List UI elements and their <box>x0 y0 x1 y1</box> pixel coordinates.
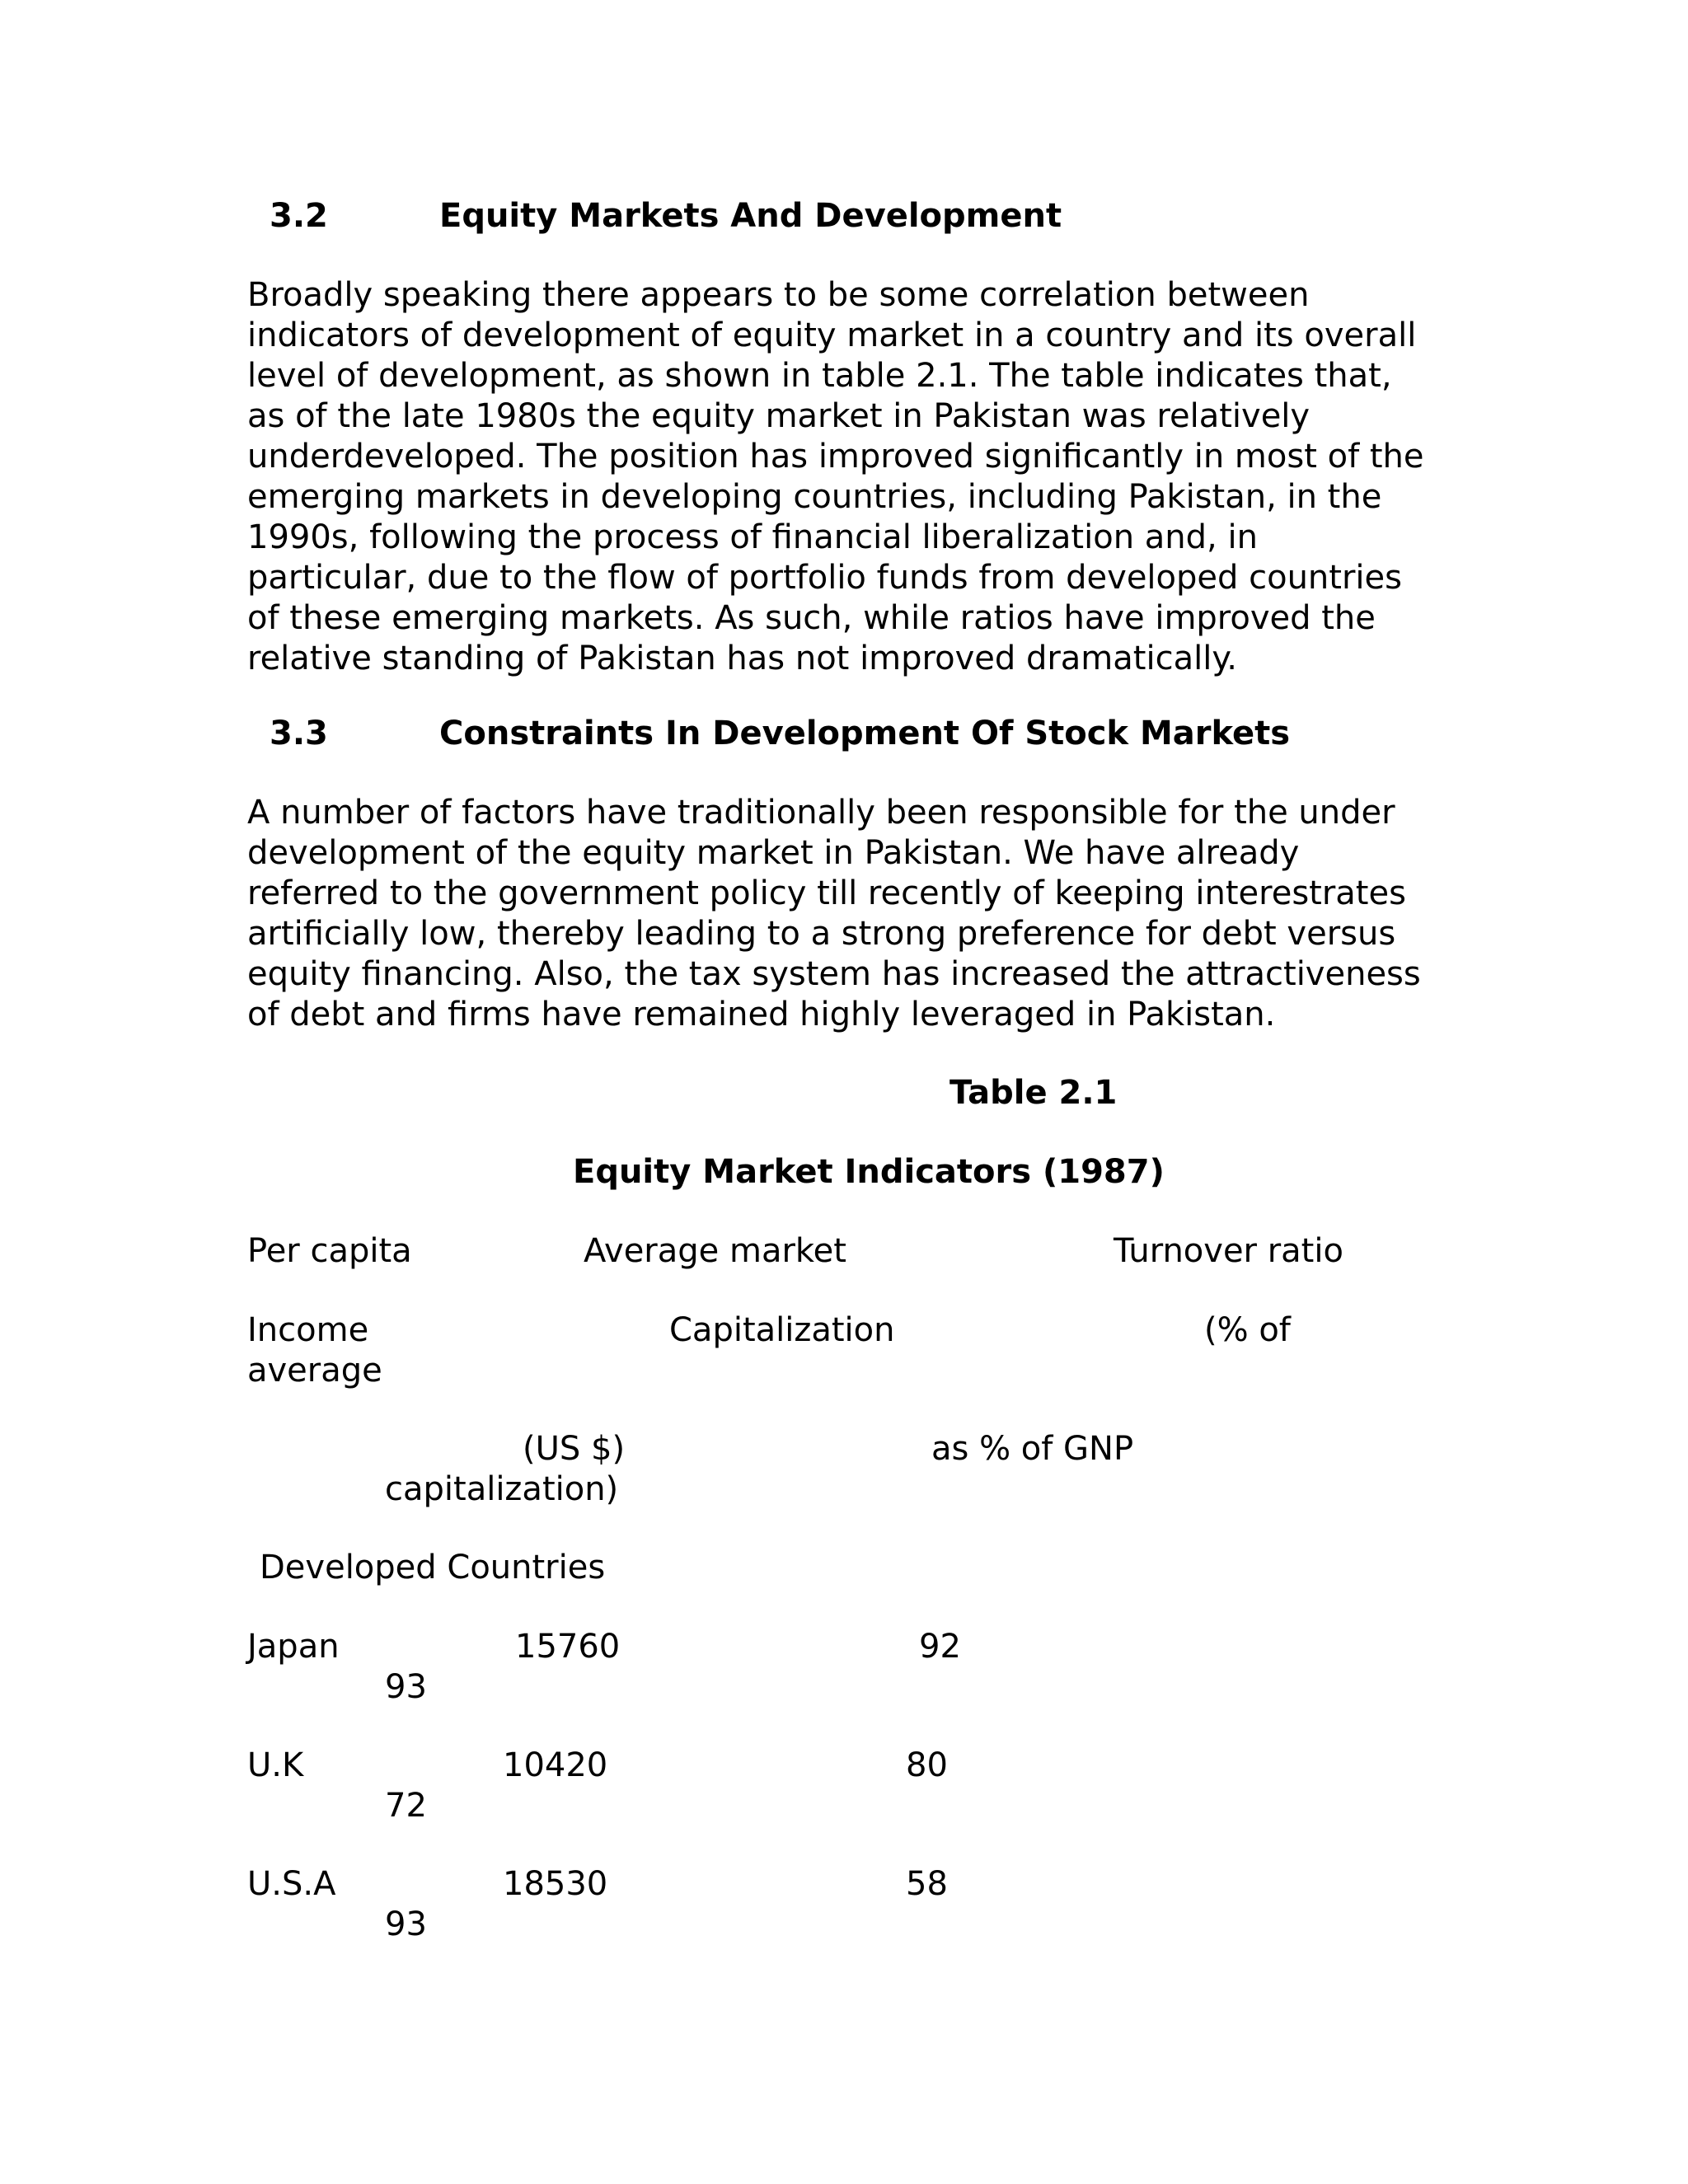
row-country: Japan <box>247 1628 340 1666</box>
group-label: Developed Countries <box>260 1549 606 1586</box>
header-per-capita: Per capita <box>247 1232 412 1270</box>
section-title: Equity Markets And Development <box>439 197 1062 235</box>
paragraph-line: A number of factors have traditionally been responsible for the under <box>247 794 1395 832</box>
header-percent-gnp: as % of GNP <box>931 1430 1134 1468</box>
row-income: 18530 <box>503 1865 608 1903</box>
row-income: 15760 <box>515 1628 621 1666</box>
paragraph-line: referred to the government policy till recently of keeping interestrates <box>247 874 1406 912</box>
header-capitalization: Capitalization <box>669 1311 895 1349</box>
paragraph-line: emerging markets in developing countries, including Pakistan, in the <box>247 478 1382 516</box>
paragraph-line: particular, due to the flow of portfolio funds from developed countries <box>247 559 1402 597</box>
paragraph-line: artificially low, thereby leading to a strong preference for debt versus <box>247 915 1396 953</box>
section-paragraph <box>247 275 1451 679</box>
paragraph-line: development of the equity market in Pakistan. We have already <box>247 834 1300 872</box>
paragraph-line: equity financing. Also, the tax system has increased the attractiveness <box>247 955 1421 993</box>
paragraph-line: Broadly speaking there appears to be some correlation between <box>247 276 1310 314</box>
paragraph-line: as of the late 1980s the equity market in Pakistan was relatively <box>247 397 1311 435</box>
row-turnover: 93 <box>385 1905 427 1943</box>
row-country: U.S.A <box>247 1865 336 1903</box>
paragraph-line: relative standing of Pakistan has not improved dramatically. <box>247 640 1237 677</box>
header-income: Income <box>247 1311 369 1349</box>
section-paragraph <box>247 793 1451 1035</box>
row-country: U.K <box>247 1746 304 1784</box>
section-number: 3.2 <box>270 197 328 235</box>
paragraph-line: level of development, as shown in table 2.1. The table indicates that, <box>247 357 1392 395</box>
row-capitalization: 58 <box>906 1865 948 1903</box>
paragraph-line: of these emerging markets. As such, while ratios have improved the <box>247 599 1376 637</box>
header-us-dollar: (US $) <box>523 1430 626 1468</box>
section-number: 3.3 <box>270 715 328 752</box>
paragraph-line: indicators of development of equity market in a country and its overall <box>247 316 1417 354</box>
row-capitalization: 80 <box>906 1746 948 1784</box>
table-title: Equity Market Indicators (1987) <box>573 1153 1165 1191</box>
header-percent-of: (% of <box>1204 1311 1291 1349</box>
section-title: Constraints In Development Of Stock Markets <box>439 715 1291 752</box>
row-capitalization: 92 <box>919 1628 961 1666</box>
header-average-wrap: average <box>247 1352 382 1390</box>
row-turnover: 72 <box>385 1787 427 1825</box>
paragraph-line: of debt and firms have remained highly leveraged in Pakistan. <box>247 996 1276 1033</box>
header-average-market: Average market <box>584 1232 846 1270</box>
header-capitalization-wrap: capitalization) <box>385 1470 619 1508</box>
paragraph-line: underdeveloped. The position has improved significantly in most of the <box>247 438 1424 476</box>
row-income: 10420 <box>503 1746 608 1784</box>
paragraph-line: 1990s, following the process of financial liberalization and, in <box>247 518 1258 556</box>
table-label: Table 2.1 <box>950 1074 1118 1112</box>
header-turnover-ratio: Turnover ratio <box>1114 1232 1343 1270</box>
row-turnover: 93 <box>385 1668 427 1706</box>
